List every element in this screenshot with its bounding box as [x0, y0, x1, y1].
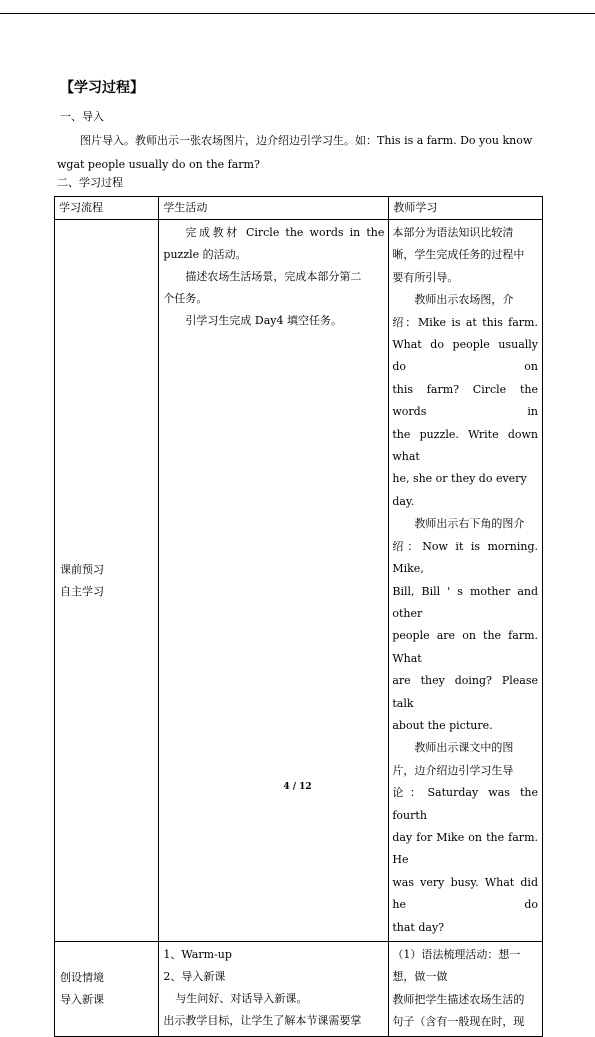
teacher-line: about the picture. [392, 718, 493, 732]
teacher-cell [389, 942, 543, 1037]
teacher-line: 论：Saturday was the fourth [392, 786, 538, 822]
table-header-row [55, 197, 543, 220]
header-teacher: 教师学习 [389, 197, 543, 220]
stage-line: 课前预习 [60, 562, 104, 576]
teacher-line: day for Mike on the farm. He [392, 830, 538, 867]
activity-line: 描述农场生活场景，完成本部分第二 [185, 270, 362, 283]
page-number: 4 / 12 [283, 782, 312, 792]
teacher-line: 句子（含有一般现在时，现 [392, 1015, 525, 1029]
activity-line: 2、导入新课 [163, 970, 226, 983]
table-row [55, 220, 543, 942]
teacher-line: 想，做一做 [392, 970, 448, 984]
teacher-line: What do people usually do on [392, 338, 538, 374]
activity-line: 引学习生完成 Day4 填空任务。 [185, 314, 343, 327]
stage-line: 导入新课 [60, 992, 104, 1006]
heading-intro: 一、导入 [60, 110, 104, 123]
teacher-line: 绍：Now it is morning. Mike, [392, 539, 538, 576]
teacher-line: 教师把学生描述农场生活的 [392, 992, 525, 1006]
teacher-line: 片，边介绍边引学习生导 [392, 763, 514, 777]
teacher-line: 教师出示农场图，介 [414, 293, 514, 307]
activity-line: 个任务。 [163, 292, 208, 305]
intro-paragraph-line-2: wgat people usually do on the farm? [57, 158, 260, 171]
header-rule [0, 13, 595, 14]
teacher-line: that day? [392, 920, 445, 934]
teacher-line: Bill, Bill ' s mother and other [392, 584, 538, 620]
teacher-line: the puzzle. Write down what [392, 427, 538, 464]
teacher-line: he, she or they do every day. [392, 472, 527, 508]
teacher-line: 教师出示右下角的图介 [414, 517, 525, 531]
teacher-line: 要有所引导。 [392, 270, 459, 284]
teacher-line: 晰，学生完成任务的过程中 [392, 248, 525, 262]
student-activity-cell [159, 942, 389, 1037]
teacher-line: （1）语法梳理活动：想一 [392, 948, 521, 961]
intro-paragraph-line-1: 图片导入。教师出示一张农场图片，边介绍边引学习生。如：This is a farm. Do you know [80, 134, 533, 147]
learning-process-table [54, 196, 543, 1037]
section-title: 【学习过程】 [60, 80, 144, 96]
activity-line: puzzle 的活动。 [163, 248, 247, 261]
stage-line: 自主学习 [60, 584, 104, 598]
activity-line: 出示教学目标，让学生了解本节课需要掌 [163, 1014, 362, 1027]
stage-line: 创设情境 [60, 970, 104, 984]
stage-cell [55, 942, 159, 1037]
activity-line: 完成教材 Circle the words in the [185, 226, 385, 239]
teacher-line: people are on the farm. What [392, 629, 538, 665]
teacher-cell [389, 220, 543, 942]
heading-process: 二、学习过程 [57, 176, 123, 189]
teacher-line: was very busy. What did he do [392, 875, 538, 912]
teacher-line: 本部分为语法知识比较清 [392, 226, 514, 239]
activity-line: 1、Warm-up [163, 948, 232, 961]
header-stage: 学习流程 [55, 197, 159, 220]
table-row [55, 942, 543, 1037]
teacher-line: 绍：Mike is at this farm. [392, 315, 538, 329]
activity-line: 与生问好、对话导入新课。 [175, 992, 308, 1005]
header-student-activity: 学生活动 [159, 197, 389, 220]
student-activity-cell [159, 220, 389, 942]
teacher-line: 教师出示课文中的图 [414, 741, 514, 755]
stage-cell [55, 220, 159, 942]
teacher-line: this farm? Circle the words in [392, 382, 538, 419]
teacher-line: are they doing? Please talk [392, 674, 538, 710]
